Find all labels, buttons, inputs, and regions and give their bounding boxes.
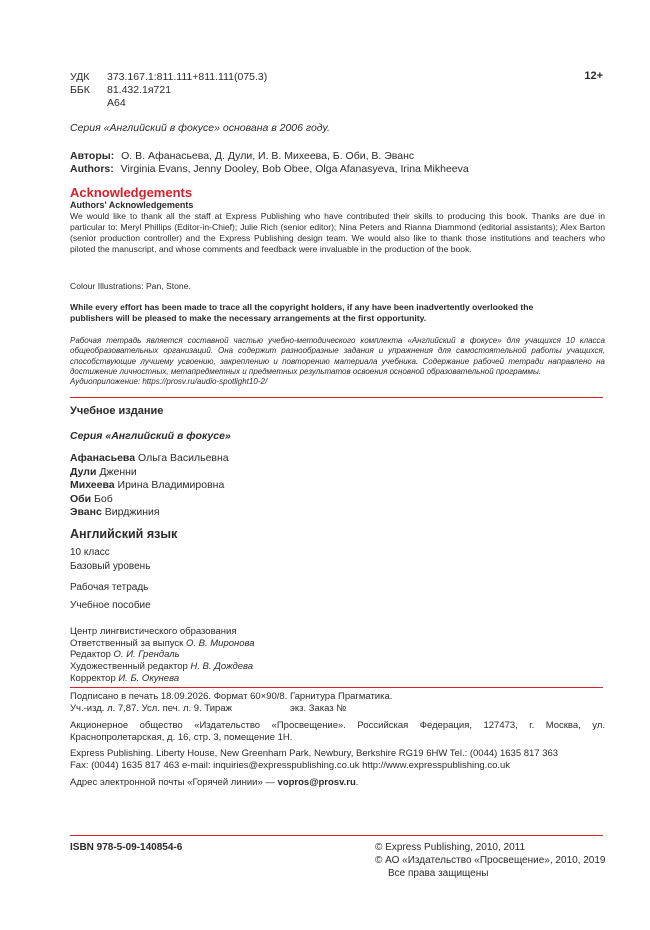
express-line1: Express Publishing. Liberty House, New Greenham Park, Newbury, Berkshire RG19 6HW Tel.: (0044) 1635 817 363 [70, 748, 559, 759]
authors-ru-names: О. В. Афанасьева, Д. Дули, И. В. Михеева, Б. Оби, В. Эванс [121, 150, 415, 162]
imprint-line2b: экз. Заказ № [290, 703, 347, 714]
staff-row: Корректор И. Б. Окунева [70, 672, 180, 684]
author-row: Дули Дженни [70, 465, 137, 478]
staff-row: Редактор О. И. Грендаль [70, 649, 180, 661]
divider-1 [70, 397, 603, 398]
book-grade: 10 класс [70, 547, 110, 558]
imprint-line2a: Уч.-изд. л. 7,87. Усл. печ. л. 9. Тираж [70, 703, 232, 714]
divider-3 [70, 835, 603, 836]
staff-row: Ответственный за выпуск О. В. Миронова [70, 637, 255, 649]
staff-block [70, 626, 255, 685]
age-rating: 12+ [584, 70, 603, 82]
acknowledgements-subtitle: Authors' Acknowledgements [70, 200, 194, 210]
book-level: Базовый уровень [70, 561, 151, 572]
isbn: ISBN 978-5-09-140854-6 [70, 842, 183, 853]
copyright-express: © Express Publishing, 2010, 2011 [375, 842, 526, 853]
acknowledgements-text: We would like to thank all the staff at Express Publishing who have contributed their skills to producing this book. Thanks are due in particular to: Meryl Phillips (Editor-in-Chief); Julie Rich (senior editor); Nina Peters and Rianna Diammond (editorial assistants); Alex Barton (senior production controller) and the Express Publishing design team. We would also like to thank those institutions and teachers who piloted the manuscript, and whose comments and feedback were invaluable in the production of the book. [70, 211, 605, 254]
divider-2 [70, 687, 603, 688]
audio-link: Аудиоприложение: https://prosv.ru/audio-spotlight10-2/ [70, 377, 268, 386]
annotation-text: Рабочая тетрадь является составной частью учебно-методического комплекта «Английский в фокусе» для учащихся 10 класса общеобразовательных организаций. Она содержит разнообразные задания и упражнения для самостоятельной работы учащихся, способствующие лучшему усвоению, закреплению и повторению материала учебника. Содержание рабочей тетради направлено на достижение личностных, метапредметных и предметных результатов освоения основной образовательной программы. [70, 336, 605, 377]
authors-ru [70, 150, 414, 162]
hotline-end: . [355, 777, 359, 788]
book-kind: Учебное пособие [70, 600, 151, 611]
a-code: А64 [107, 97, 126, 109]
book-type: Рабочая тетрадь [70, 582, 149, 593]
staff-row: Художественный редактор Н. В. Дождева [70, 661, 254, 673]
copyright-notice: While every effort has been made to trace all the copyright holders, if any have been inadvertently overlooked the publishers will be pleased to make the necessary arrangements at the first opportunity. [70, 302, 534, 323]
authors-en-label: Authors: [70, 163, 114, 175]
rights-reserved: Все права защищены [388, 868, 489, 879]
bbk-value: 81.432.1я721 [107, 84, 172, 96]
express-line2: Fax: (0044) 1635 817 463 e-mail: inquiries@expresspublishing.co.uk http://www.expresspublishing.co.uk [70, 760, 511, 771]
author-row: Эванс Вирджиния [70, 506, 160, 518]
imprint-line1: Подписано в печать 18.09.2026. Формат 60×90/8. Гарнитура Прагматика. [70, 691, 393, 702]
book-title: Английский язык [70, 527, 178, 541]
bbk-label: ББК [70, 84, 90, 96]
series-name: Серия «Английский в фокусе» [70, 430, 231, 442]
author-row: Афанасьева Ольга Васильевна [70, 452, 229, 464]
illustrations-credit: Colour Illustrations: Pan, Stone. [70, 281, 191, 291]
hotline-email[interactable]: vopros@prosv.ru [277, 777, 356, 788]
hotline-label: Адрес электронной почты «Горячей линии» — [70, 777, 275, 788]
copyright-prosv: © АО «Издательство «Просвещение», 2010, 2019 [375, 855, 606, 866]
hotline [70, 777, 358, 788]
authors-ru-label: Авторы: [70, 150, 115, 162]
udk-value: 373.167.1:811.111+811.111(075.3) [107, 71, 268, 83]
udk-label: УДК [70, 71, 90, 83]
authors-en-names: Virginia Evans, Jenny Dooley, Bob Obee, Olga Afanasyeva, Irina Mikheeva [120, 163, 469, 175]
authors-en [70, 163, 469, 175]
acknowledgements-title: Acknowledgements [70, 185, 193, 200]
edition-type: Учебное издание [70, 405, 164, 417]
publisher-address: Акционерное общество «Издательство «Просвещение». Российская Федерация, 127473, г. Москва, ул. Краснопролетарская, д. 16, стр. 3, помещение 1Н. [70, 720, 605, 743]
author-row: Оби Боб [70, 492, 113, 505]
author-list [70, 452, 229, 520]
author-row: Михеева Ирина Владимировна [70, 479, 225, 491]
staff-center: Центр лингвистического образования [70, 626, 237, 637]
series-note: Серия «Английский в фокусе» основана в 2006 году. [70, 122, 330, 134]
